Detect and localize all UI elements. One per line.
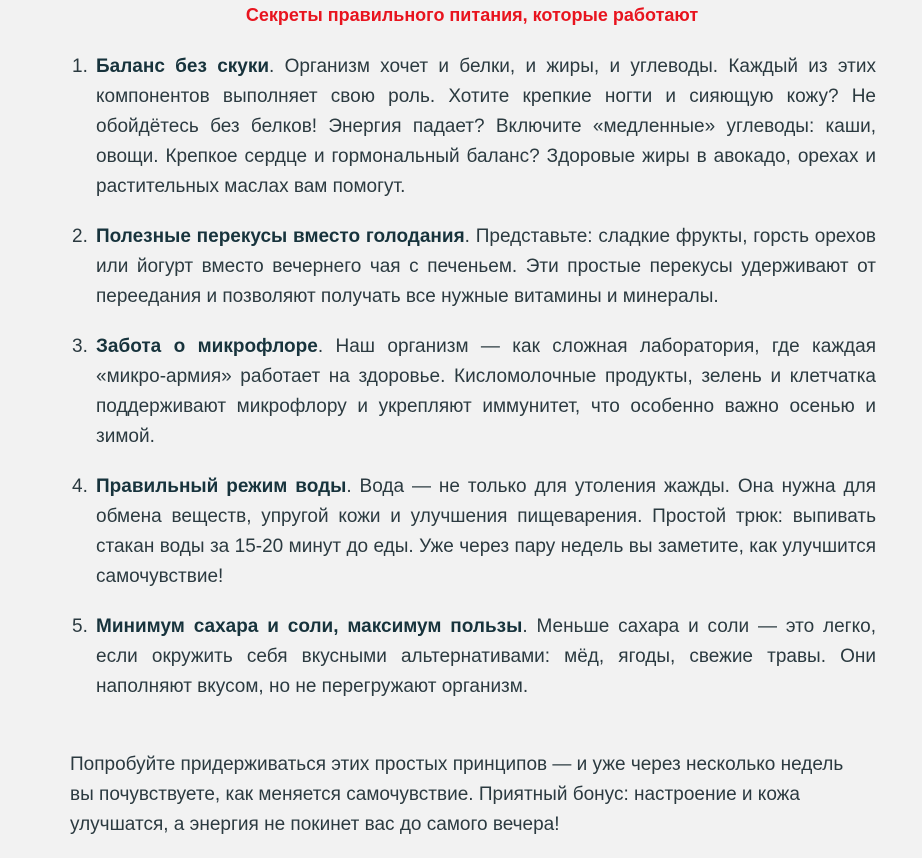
item-term: Баланс без скуки <box>96 56 270 77</box>
item-number: 4. <box>72 476 88 497</box>
item-term: Минимум сахара и соли, максимум пользы <box>96 616 523 637</box>
item-body: . Вода — не только для утоления жажды. Она нужна для обмена веществ, упругой кожи и улучшения пищеварения. Простой трюк: выпивать стакан воды за 15-20 минут до еды. Уже через пару недель вы заметите, как улучшится самочувствие! <box>96 476 876 587</box>
list-item <box>0 222 876 312</box>
article-title: Секреты правильного питания, которые работают <box>245 5 699 25</box>
item-text <box>96 332 876 452</box>
tips-list <box>0 52 876 722</box>
item-number: 2. <box>72 226 88 247</box>
item-text <box>96 52 876 202</box>
item-text <box>96 222 876 312</box>
item-body: . Наш организм — как сложная лаборатория, где каждая «микро-армия» работает на здоровье. Кисломолочные продукты, зелень и клетчатка поддерживают микрофлору и укрепляют иммунитет, что особенно важно осенью и зимой. <box>96 336 876 447</box>
item-body: . Представьте: сладкие фрукты, горсть орехов или йогурт вместо вечернего чая с печеньем. Эти простые перекусы удерживают от переедания и позволяют получать все нужные витамины и минералы. <box>96 226 876 307</box>
list-item <box>0 332 876 452</box>
item-term: Правильный режим воды <box>96 476 347 497</box>
item-text <box>96 612 876 702</box>
list-item <box>0 612 876 702</box>
item-text <box>96 472 876 592</box>
item-body: . Меньше сахара и соли — это легко, если окружить себя вкусными альтернативами: мёд, ягоды, свежие травы. Они наполняют вкусом, но не перегружают организм. <box>96 616 876 697</box>
item-term: Полезные перекусы вместо голодания <box>96 226 465 247</box>
item-number: 1. <box>72 56 88 77</box>
list-item <box>0 472 876 592</box>
closing-paragraph: Попробуйте придерживаться этих простых принципов — и уже через несколько недель вы почувствуете, как меняется самочувствие. Приятный бонус: настроение и кожа улучшатся, а энергия не покинет вас до самого вечера! <box>70 754 844 835</box>
list-item <box>0 52 876 202</box>
item-term: Забота о микрофлоре <box>96 336 318 357</box>
item-body: . Организм хочет и белки, и жиры, и углеводы. Каждый из этих компонентов выполняет свою роль. Хотите крепкие ногти и сияющую кожу? Не обойдётесь без белков! Энергия падает? Включите «медленные» углеводы: каши, овощи. Крепкое сердце и гормональный баланс? Здоровые жиры в авокадо, орехах и растительных маслах вам помогут. <box>96 56 876 197</box>
item-number: 5. <box>72 616 88 637</box>
item-number: 3. <box>72 336 88 357</box>
